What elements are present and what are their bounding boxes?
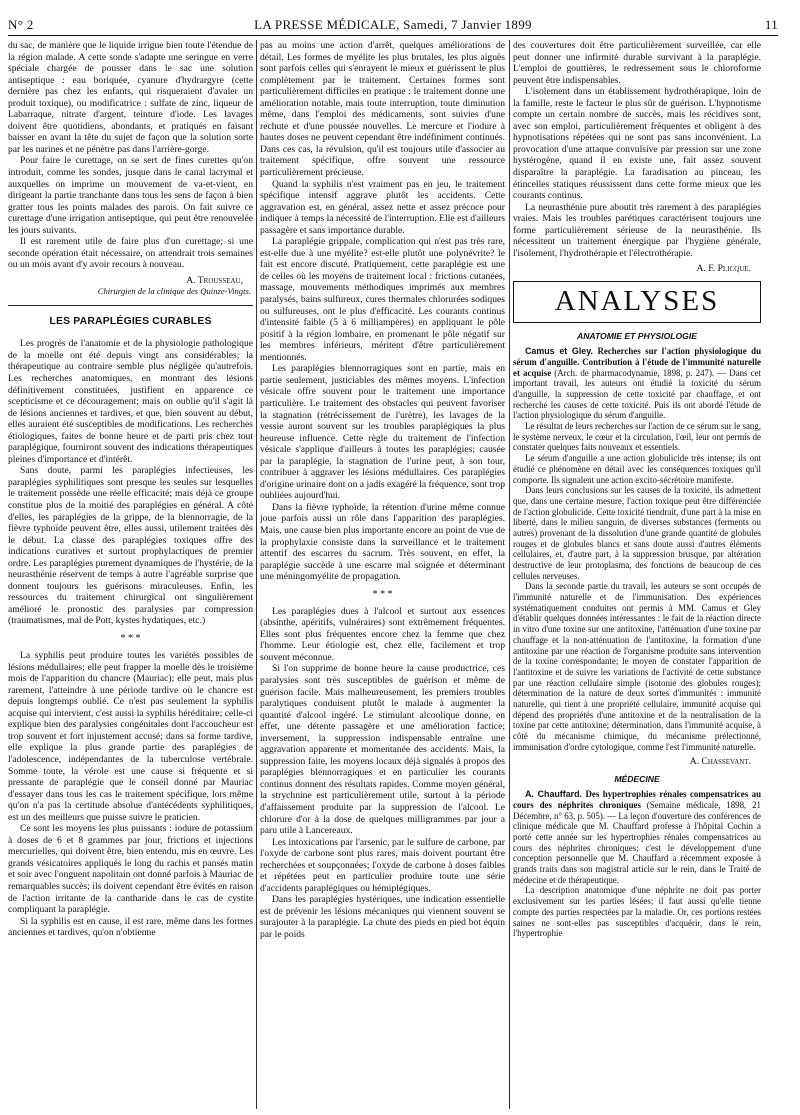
separator-stars: * * *	[120, 633, 141, 645]
paragraph: Le résultat de leurs recherches sur l'action de ce sérum sur le sang, le système nerveux, le cœur et la circulation, l'œil, leur ont permis de constater quelques faits nouveaux et essentiels.	[513, 421, 761, 453]
article-authors: A. Chauffard.	[525, 789, 582, 800]
paragraph: Si la syphilis est en cause, il est rare, même dans les formes anciennes et tardives, qu'on n'obtienne	[8, 915, 253, 939]
article-reference: (Arch. de pharmacodynamie, 1898, p. 247). — Dans cet important travail, les auteurs ont étudié la toxicité du sérum d'anguille, la suppression de cette toxicité par chauffage, et ont recherché les causes de cette toxicité. Puis ils ont abordé l'étude de l'action physiologique du sérum d'anguille.	[513, 367, 761, 421]
page-header	[8, 15, 778, 35]
column-divider	[509, 40, 510, 1109]
paragraph: Pour faire le curettage, on se sert de fines curettes qu'on introduit, comme les sondes, jusque dans le canal lacrymal et auxquelles on imprime un mouvement de va-et-vient, en dirigeant la partie tranchante dans tous les sens de façon à bien gratter tous les points malades des parois. On fait suivre ce curettage d'une irrigation antiseptique, qui peut être renouvelée les jours suivants.	[8, 155, 253, 236]
author-signature: A. Trousseau,	[186, 274, 243, 286]
separator-stars: * * *	[372, 588, 393, 600]
paragraph: La syphilis peut produire toutes les variétés possibles de lésions médullaires; elle peut frapper la moelle dès le troisième mois de l'apparition du chancre (Mauriac); elle peut, mais plus rarement, l'atteindre à une période tardive où le chancre est depuis longtemps oublié. Ce n'est pas seulement la syphilis acquise qui intervient, c'est aussi la syphilis héréditaire; celle-ci explique bien des paralysies congénitales dont l'accoucheur est trop souvent et fort injustement accusé; dans sa forme tardive, elle explique la plus grande partie des paraplégies de l'adolescence, indépendantes de la tuberculose vertébrale. Somme toute, la vérole est une cause si fréquente et si pressante de paraplégie que le conseil donné par Mauriac d'essayer dans tous les cas le traitement spécifique, lors même qu'on n'a pas la certitude absolue d'antécédents syphilitiques, est un des meilleurs que puisse suivre le praticien.	[8, 650, 253, 823]
paragraph: Dans la fièvre typhoïde, la rétention d'urine même connue joue parfois aussi un rôle dans l'apparition des paraplégies. Mais, une cause bien plus importante encore au point de vue de la prophylaxie consiste dans la surveillance et le traitement attentif des escarres du sacrum. Très souvent, en effet, la paraplégie succède à une escarre mal soignée et déterminant une méningomyélite de propagation.	[260, 501, 505, 583]
paragraph: L'isolement dans un établissement hydrothérapique, loin de la famille, reste le facteur le plus sûr de guérison. L'hypnotisme compte un certain nombre de succès, mais les récidives sont, avec son emploi, particulièrement fréquentes et obligent à des hypnotisations répétées qui ne sont pas sans inconvénient. La provocation d'une attaque convulsive par pression sur une zone hystérogène, quand il en existe une, fait assez souvent disparaître la paraplégie. La faradisation au pinceau, les étincelles statiques réussissent dans cette forme mieux que les courants continus.	[513, 86, 761, 202]
paragraph: du sac, de manière que le liquide irrigue bien toute l'étendue de la région malade. A cette sonde s'adapte une seringue en verre spéciale chargée de pousser dans le sac une solution antiseptique : eau boriquée, cyanure d'hydrargyre (cette dernière pas chez les enfants, qui risqueraient d'avaler un produit toxique), ou modificatrice : sulfate de zinc, liqueur de Labarraque, nitrate d'argent, teinture d'iode. Les lavages doivent être quotidiens, abondants, et pratiqués en faisant baisser en avant la tête du sujet de façon que la solution sorte par les narines et ne pénètre pas dans l'arrière-gorge.	[8, 40, 253, 155]
paragraph: Les paraplégies dues à l'alcool et surtout aux essences (absinthe, apéritifs, vulnéraires) sont extrêmement fréquentes. Elles sont plus fréquentes encore chez la femme que chez l'homme. Leur étiologie est, chez elle, facilement et trop souvent méconnue.	[260, 605, 505, 663]
masthead-title: LA PRESSE MÉDICALE, Samedi, 7 Janvier 1899	[254, 17, 532, 32]
analyses-heading: ANALYSES	[513, 281, 761, 323]
paragraph: La description anatomique d'une néphrite ne doit pas porter exclusivement sur les parties lésées; il faut aussi qu'elle tienne compte des parties respectées par la maladie. Or, ces portions restées saines ne sont-elles pas susceptibles d'acquérir, dans le rein, l'hypertrophie	[513, 885, 761, 939]
author-signature: A. F. Plicque.	[696, 263, 751, 275]
author-signature: A. Chassevant.	[689, 756, 751, 768]
paragraph: Dans la seconde partie du travail, les auteurs se sont occupés de l'immunité naturelle et de l'immunisation. Des expériences systématiquement conduites ont permis à MM. Camus et Gley d'établir quelques données intéressantes : le fait de la réaction directe in vitro d'une toxine sur une antitoxine, l'atténuation d'une toxine par chauffage et la non-atténuation de l'antitoxine, la formation d'une antitoxine par une réaction de l'organisme produite sans intervention de la toxine correspondante; le moyen de constater l'apparition de l'antitoxine et de suivre les variations de l'activité de cette substance par une réaction cellulaire simple (isotonie des globules rouges); détermination de la nature de deux sortes d'immunités : immunité naturelle, qui tient à une propriété cellulaire, immunité acquise qui dépend des propriétés d'une antitoxine et de la neutralisation de la toxine par cette antitoxine; détermination, dans l'immunité acquise, à côté du mécanisme chimique, du mécanisme prélectionné, immunisation d'ordre cytologique, comme l'est l'immunité naturelle.	[513, 581, 761, 752]
paragraph: des couvertures doit être particulièrement surveillée, car elle peut donner une infirmité durable survivant à la paraplégie. L'emploi de gouttières, le redressement sous le chloroforme peuvent être indispensables.	[513, 40, 761, 86]
paragraph: La neurasthénie pure aboutit très rarement à des paraplégies vraies. Mais les troubles parétiques caractérisent toujours une forme particulièrement sérieuse de la neurasthénie. Ils nécessitent un traitement énergique par l'hygiène générale, l'isolement, l'hydrothérapie et l'électrothérapie.	[513, 201, 761, 259]
paragraph: Dans les paraplégies hystériques, une indication essentielle est de prévenir les lésions mécaniques qui viennent souvent se surajouter à la paraplégie. La chute des pieds en pied bot équin par le poids	[260, 894, 505, 941]
paragraph: La paraplégie grippale, complication qui n'est pas très rare, est-elle due à une myélite? est-elle plutôt une polynévrite? le fait est encore discuté. Pratiquement, cette paraplégie est une de celles où les moyens de traitement local : frictions cutanées, massage, mouvements méthodiques imprimés aux membres paralysés, bains sulfureux, cures thermales chlorurées sodiques ou sulfureuses, ont le plus d'efficacité. Les courants continus d'intensité faible (5 à 6 milliampères) en appliquant le pôle positif à la région lombaire, en promenant le pôle négatif sur les membres inférieurs, méritent d'être particulièrement mentionnés.	[260, 236, 505, 363]
subsection-title: ANATOMIE ET PHYSIOLOGIE	[576, 330, 697, 341]
paragraph: Les paraplégies blennorragiques sont en partie, mais en partie seulement, justiciables des mêmes moyens. L'infection vésicale offre souvent pour le traitement une importance particulière. Le traitement des obstacles qui peuvent favoriser la stagnation (rétrécissement de l'urètre), les lavages de la vessie auront souvent sur les troubles paraplégiques la plus heureuse influence. Cette règle du traitement de l'infection vésicale s'applique d'ailleurs à toutes les paraplégies; causée par la paraplégie, la stagnation de l'urine peut, à son tour, contribuer à aggraver les lésions médullaires. Ces paraplégies d'origine urinaire dont on a jadis exagéré la fréquence, sont trop oubliées aujourd'hui.	[260, 363, 505, 502]
article-intro	[513, 346, 761, 421]
paragraph: Dans leurs conclusions sur les causes de la toxicité, ils admettent que, dans une certaine mesure, l'action toxique peut être différenciée de l'action globulicide. Cette toxicité tiendrait, d'une part à la mise en liberté, dans le milieu sanguin, de diverses substances (ferments ou autres) provenant de la dissolution d'une grande quantité de globules rouges et de globules blancs et sans doute aussi d'autres éléments cellulaires, et, d'autre part, à la suppression brusque, par altération destructive de leur protoplasma, des fonctions de beaucoup de ces cellules nerveuses.	[513, 485, 761, 581]
paragraph: Si l'on supprime de bonne heure la cause productrice, ces paralysies sont très susceptibles de guérison et même de guérison facile. Mais malheureusement, les premiers troubles paralytiques conduisent plutôt le malade à augmenter la quantité d'alcool ingéré. Le stimulant alcoolique donne, en effet, une détente passagère et une amélioration factice; inversement, la suppression indispensable entraîne une aggravation apparente et momentanée des accidents. Mais, la suppression faite, les moyens locaux déjà signalés à propos des paraplégies blennorragiques et en particulier les courants continus donnent des résultats rapides. Comme moyen général, la strychnine est particulièrement utile, surtout à la période d'affaissement produite par la suppression de l'alcool. Le chlorure d'or à la dose de quelques milligrammes par jour a paru utile à Lancereaux.	[260, 663, 505, 837]
column-3	[513, 40, 761, 1109]
paragraph: Le sérum d'anguille a une action globulicide très intense; ils ont étudié ce phénomène en détail avec les conséquences toxiques qu'il comporte. Ils signalent une action excito-sécrétoire manifeste.	[513, 453, 761, 485]
section-divider	[8, 305, 253, 306]
issue-number: N° 2	[8, 17, 34, 32]
page-number: 11	[764, 17, 778, 32]
subsection-title: MÉDECINE	[614, 773, 660, 784]
paragraph: pas au moins une action d'arrêt, quelques améliorations de détail. Les formes de myélite les plus brutales, les plus aiguës sont parfois celles qui s'enrayent le mieux et guérissent le plus complètement par le traitement. Certaines formes sont particulièrement difficiles en pratique : le traitement donne une amélioration notable, mais toute interruption, toute diminution même, dans l'emploi des médicaments, sont suivies d'une rechute et d'une poussée nouvelles. Le mercure et l'iodure à hautes doses ne peuvent cependant être indéfiniment continués. Dans ces cas, la révulsion, qu'il est toujours utile d'associer au traitement spécifique, offre souvent une ressource particulièrement précieuse.	[260, 40, 505, 179]
paragraph: Quand la syphilis n'est vraiment pas en jeu, le traitement spécifique intensif aggrave plutôt les accidents. Cette aggravation est, en général, assez nette et assez précoce pour indiquer à temps la nécessité de l'interruption. Elle est d'ailleurs passagère et sans importance durable.	[260, 178, 505, 236]
section-title: LES PARAPLÉGIES CURABLES	[49, 315, 212, 327]
paragraph: Les progrès de l'anatomie et de la physiologie pathologique de la moelle ont été depuis vingt ans considérables; la thérapeutique au contraire semble plus négligée qu'autrefois. Les recherches anatomiques, en montrant des lésions définitivement constituées, justifient en apparence ce scepticisme et ce découragement; mais on oublie qu'il s'agit là de lésions anciennes et tardives, et que, bien souvent au début, elles auraient été susceptibles de modifications. Les recherches étiologiques, faites de bonne heure et de parti pris chez tout paraplégique, fourniront souvent des indications thérapeutiques pleines d'importance et d'intérêt.	[8, 338, 253, 465]
column-1	[8, 40, 253, 1109]
column-divider	[256, 40, 257, 1109]
article-title: Des hypertrophies rénales compensatrices au cours des néphrites chroniques	[513, 789, 761, 810]
article-authors: Camus et Gley.	[525, 346, 593, 357]
article-intro	[513, 789, 761, 885]
column-2	[260, 40, 505, 1109]
article-title: Recherches sur l'action physiologique du sérum d'anguille. Contribution à l'étude de l'immunité naturelle et acquise	[513, 346, 761, 378]
paragraph: Sans doute, parmi les paraplégies infectieuses, les paraplégies syphilitiques sont presque les seules sur lesquelles le traitement possède une réelle efficacité; mais déjà ce groupe constitue plus de la moitié des paraplégies en général. A côté d'elles, les paraplégies de la grippe, de la blennorragie, de la fièvre typhoïde peuvent être, elles aussi, utilement traitées dès le début. La classe des paraplégies toxiques offre des indications curatives et surtout prophylactiques de premier ordre. Les paraplégies purement dynamiques de l'hystérie, de la neurasthénie réservent de temps à autre l'agréable surprise que donnent toujours les guérisons miraculeuses. Enfin, les ressources du traitement chirurgical ont singulièrement amélioré le pronostic des paralysies par compression (traumatismes, mal de Pott, kystes hydatiques, etc.)	[8, 465, 253, 627]
paragraph: Les intoxications par l'arsenic, par le sulfure de carbone, par l'oxyde de carbone sont plus rares, mais doivent pourtant être recherchées et soupçonnées; l'oxyde de carbone à doses faibles et répétées peut en particulier produire toute une série d'accidents paraplégiques ou hémiplégiques.	[260, 836, 505, 894]
header-rule	[8, 35, 778, 36]
paragraph: Ce sont les moyens les plus puissants : iodure de potassium à doses de 6 et 8 grammes par jour, frictions et injections mercurielles, qui doivent être, bien entendu, mis en œuvre. Les grands vésicatoires appliqués le long du rachis et pansés matin et soir avec l'onguent napolitain ont donné parfois à Mauriac de remarquables succès; ils doivent cependant être évités en raison de l'action irritante de la cantharide dans le cas de cystite compliquant la paraplégie.	[8, 823, 253, 916]
author-affiliation: Chirurgien de la clinique des Quinze-Vingts.	[97, 286, 251, 297]
paragraph: Il est rarement utile de faire plus d'un curettage; si une seconde opération était nécessaire, on attendrait trois semaines ou un mois avant d'y avoir recours à nouveau.	[8, 236, 253, 271]
article-reference: (Semaine médicale, 1898, 21 Décembre, n° 63, p. 505). — La leçon d'ouverture des conférences de clinique médicale que M. Chauffard professe à l'hôpital Cochin a porté cette année sur les hypertrophies rénales compensatrices au cours des néphrites chroniques; c'est le développement d'une conception personnelle que M. Chauffard a récemment exposée à grands traits dans son magistral article sur le rein, dans le Traité de médecine et de thérapeutique.	[513, 799, 761, 885]
